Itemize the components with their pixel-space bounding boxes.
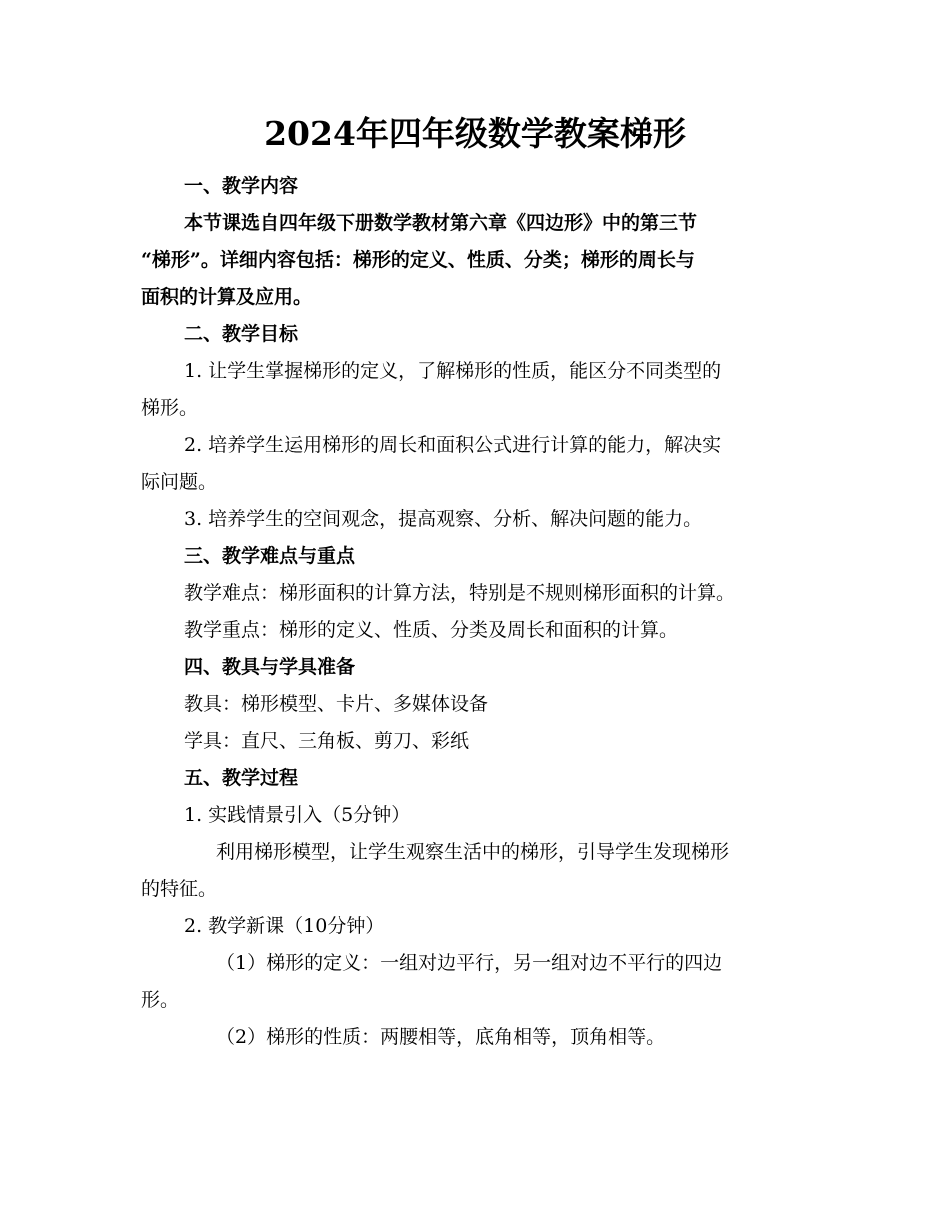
- goal-item: 2. 培养学生运用梯形的周长和面积公式进行计算的能力，解决实: [184, 434, 722, 456]
- teacher-materials: 教具：梯形模型、卡片、多媒体设备: [184, 693, 489, 715]
- section-heading-content: 一、教学内容: [184, 175, 299, 197]
- document-title: 2024年四年级数学教案梯形: [264, 114, 686, 153]
- section-heading-difficulty: 三、教学难点与重点: [184, 545, 356, 567]
- content-paragraph-line: 本节课选自四年级下册数学教材第六章《四边形》中的第三节: [184, 212, 698, 234]
- difficulty-text: 教学难点：梯形面积的计算方法，特别是不规则梯形面积的计算。: [184, 582, 736, 604]
- process-text: （1）梯形的定义：一组对边平行，另一组对边不平行的四边: [216, 952, 723, 974]
- content-paragraph-line: “梯形”。详细内容包括：梯形的定义、性质、分类；梯形的周长与: [141, 249, 695, 271]
- section-heading-goals: 二、教学目标: [184, 323, 299, 345]
- content-paragraph-line: 面积的计算及应用。: [141, 286, 313, 308]
- process-text: （2）梯形的性质：两腰相等，底角相等，顶角相等。: [216, 1026, 666, 1048]
- process-step: 1. 实践情景引入（5分钟）: [184, 804, 411, 826]
- process-step: 2. 教学新课（10分钟）: [184, 915, 385, 937]
- goal-item: 1. 让学生掌握梯形的定义，了解梯形的性质，能区分不同类型的: [184, 360, 722, 382]
- goal-item: 梯形。: [141, 397, 199, 419]
- process-text: 利用梯形模型，让学生观察生活中的梯形，引导学生发现梯形: [216, 841, 730, 863]
- section-heading-process: 五、教学过程: [184, 767, 299, 789]
- goal-item: 际问题。: [141, 471, 218, 493]
- student-materials: 学具：直尺、三角板、剪刀、彩纸: [184, 730, 470, 752]
- key-point-text: 教学重点：梯形的定义、性质、分类及周长和面积的计算。: [184, 619, 679, 641]
- goal-item: 3. 培养学生的空间观念，提高观察、分析、解决问题的能力。: [184, 508, 703, 530]
- process-text: 的特征。: [141, 878, 218, 900]
- process-text: 形。: [141, 989, 180, 1011]
- section-heading-materials: 四、教具与学具准备: [184, 656, 356, 678]
